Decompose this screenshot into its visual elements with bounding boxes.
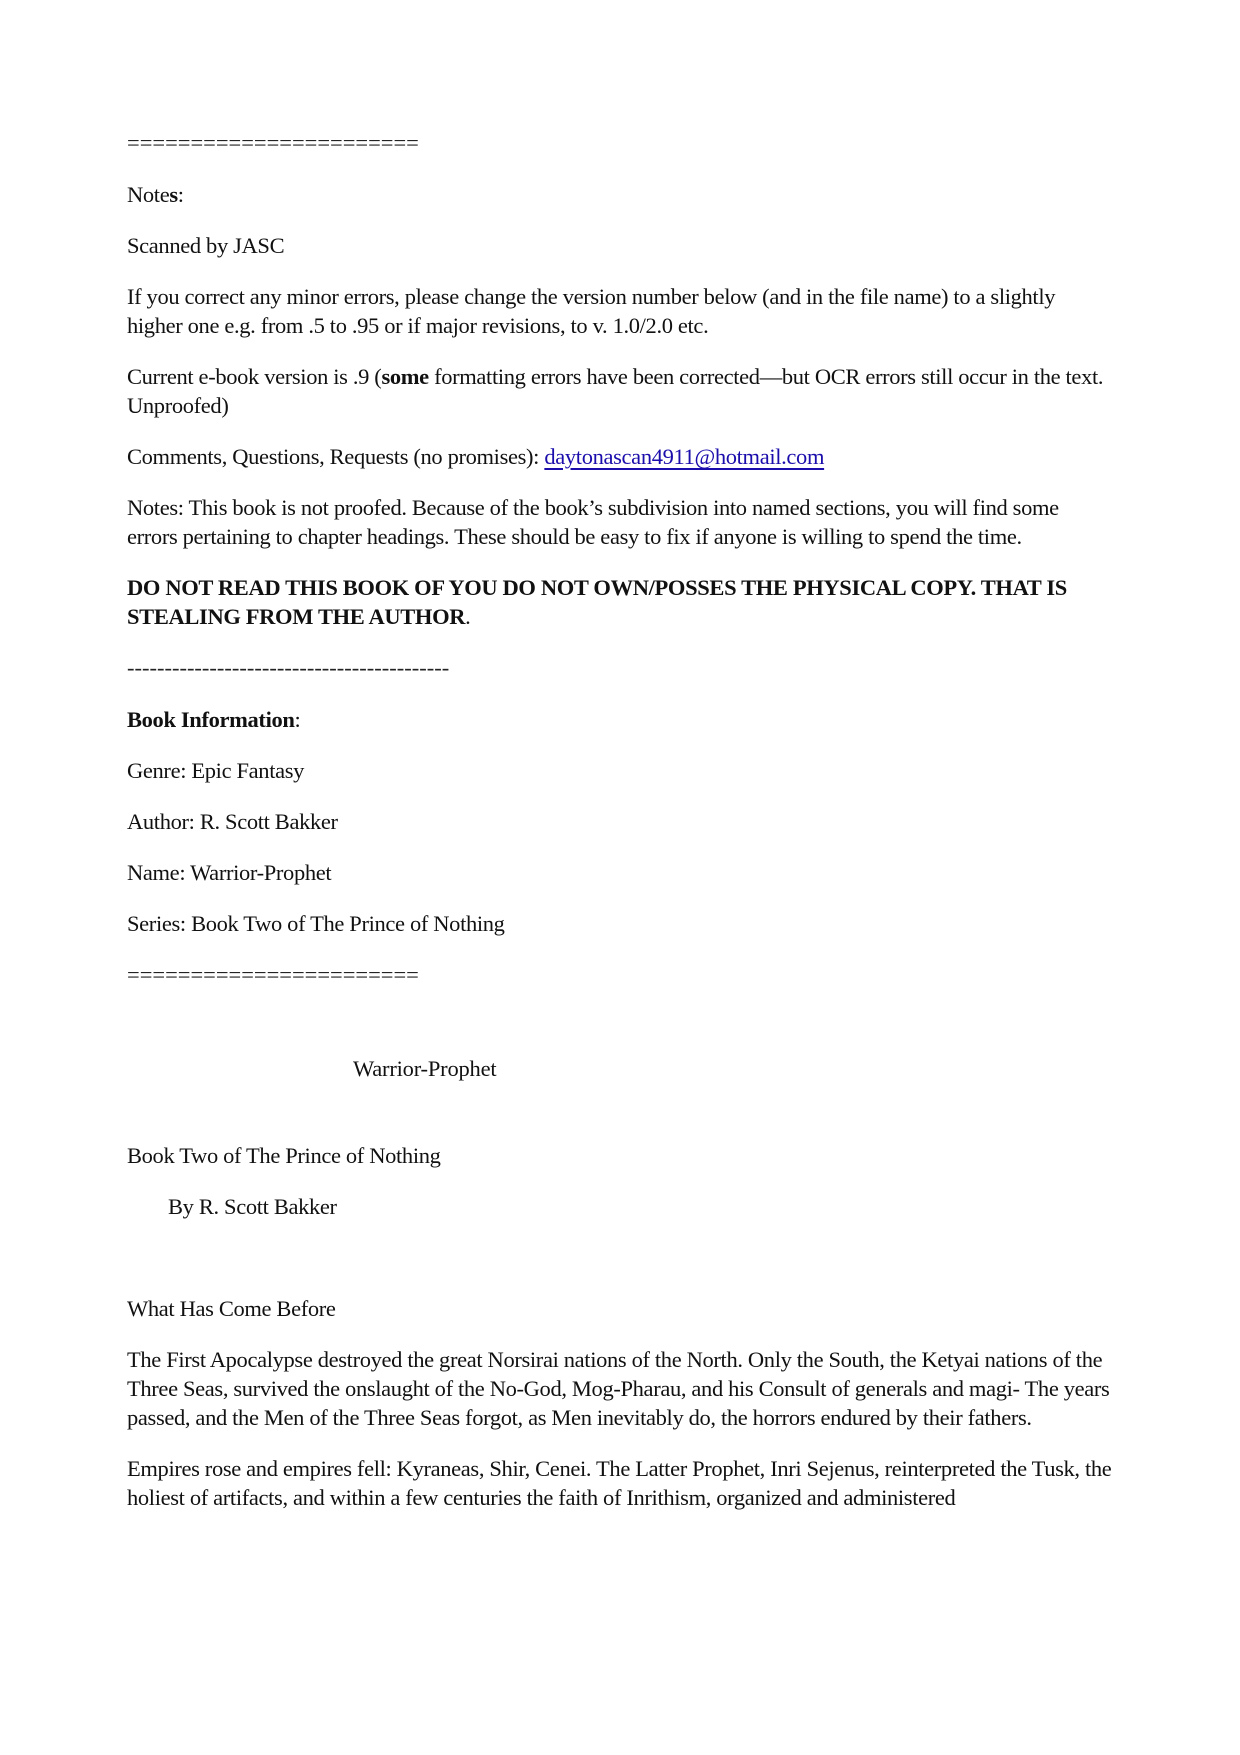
correction-request-paragraph: If you correct any minor errors, please change the version number below (and in the file name) to a slightly higher one e.g. from .5 to .95 or if major revisions, to v. 1.0/2.0 etc. — [127, 284, 1056, 338]
spacer — [127, 1083, 1112, 1141]
version-prefix: Current e-book version is .9 ( — [127, 364, 382, 389]
section-heading: What Has Come Before — [127, 1296, 336, 1321]
book-info-colon: : — [294, 707, 301, 732]
proof-note-paragraph: Notes: This book is not proofed. Because of the book’s subdivision into named sections, you will find some errors pertaining to chapter headings. These should be easy to fix if anyone is willing to spend the time. — [127, 495, 1059, 549]
separator-bottom: ======================= — [127, 962, 419, 987]
notes-heading — [127, 180, 1112, 209]
warning-period: . — [465, 604, 471, 629]
book-subtitle: Book Two of The Prince of Nothing — [127, 1143, 441, 1168]
separator-mid: ------------------------------------------- — [127, 655, 450, 680]
spacer — [127, 1243, 1112, 1294]
series-line: Series: Book Two of The Prince of Nothing — [127, 911, 505, 936]
paragraph-empires: Empires rose and empires fell: Kyraneas, Shir, Cenei. The Latter Prophet, Inri Sejenus, reinterpreted the Tusk, the holiest of artifacts, and within a few centuries the faith of Inrithism, organized and administered — [127, 1456, 1112, 1510]
byline: By R. Scott Bakker — [168, 1194, 337, 1219]
copyright-warning — [127, 573, 1112, 631]
notes-colon: : — [177, 182, 184, 207]
comments-label: Comments, Questions, Requests (no promises): — [127, 444, 545, 469]
notes-label-plain: Note — [127, 182, 170, 207]
book-title: Warrior-Prophet — [353, 1056, 497, 1081]
separator-top: ======================= — [127, 130, 419, 155]
notes-label-bold: s — [169, 182, 178, 207]
scanned-by-line: Scanned by JASC — [127, 233, 285, 258]
document-page — [127, 128, 1112, 1534]
name-line: Name: Warrior-Prophet — [127, 860, 332, 885]
warning-text: DO NOT READ THIS BOOK OF YOU DO NOT OWN/POSSES THE PHYSICAL COPY. THAT IS STEALING FROM THE AUTHOR — [127, 575, 1067, 629]
paragraph-first-apocalypse: The First Apocalypse destroyed the great Norsirai nations of the North. Only the South, the Ketyai nations of the Three Seas, survived the onslaught of the No-God, Mog-Pharau, and his Consult of generals and magi- The years passed, and the Men of the Three Seas forgot, as Men inevitably do, the horrors endured by their fathers. — [127, 1347, 1110, 1430]
comments-line — [127, 442, 1112, 471]
email-link[interactable]: daytonascan4911@hotmail.com — [544, 444, 825, 469]
book-info-heading — [127, 705, 1112, 734]
version-suffix: formatting errors have been corrected—but OCR errors still occur in the text. Unproofed) — [127, 364, 1104, 418]
book-info-label: Book Information — [127, 707, 295, 732]
version-bold-word: some — [381, 364, 429, 389]
author-line: Author: R. Scott Bakker — [127, 809, 338, 834]
genre-line: Genre: Epic Fantasy — [127, 758, 305, 783]
version-paragraph — [127, 362, 1112, 420]
